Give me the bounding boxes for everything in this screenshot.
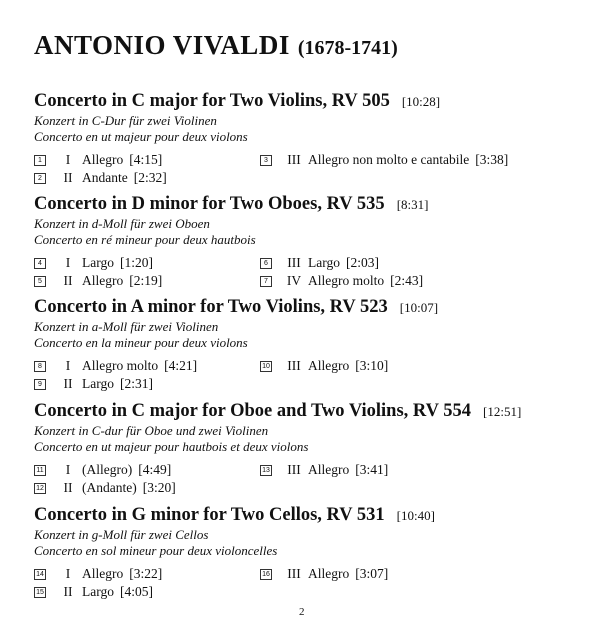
german-title: Konzert in C-dur für Oboe und zwei Violinen xyxy=(34,423,269,438)
track-number-box: 3 xyxy=(260,155,272,166)
track-number-box: 9 xyxy=(34,379,46,390)
track-list xyxy=(34,151,594,187)
track-item: 14 I Allegro [3:22] xyxy=(34,565,162,583)
track-list xyxy=(34,461,594,497)
track-number-box: 15 xyxy=(34,587,46,598)
track-item: 1 I Allegro [4:15] xyxy=(34,151,162,169)
track-number-box: 8 xyxy=(34,361,46,372)
track-number-box: 1 xyxy=(34,155,46,166)
track-number-box: 7 xyxy=(260,276,272,287)
track-item: 16 III Allegro [3:07] xyxy=(260,565,388,583)
track-number-box: 2 xyxy=(34,173,46,184)
track-item: 12 II (Andante) [3:20] xyxy=(34,479,176,497)
concerto-title: Concerto in C major for Oboe and Two Violins, RV 554 [12:51] xyxy=(34,401,522,421)
french-title: Concerto en sol mineur pour deux violoncelles xyxy=(34,543,278,558)
concerto-rv505 xyxy=(34,90,594,187)
concerto-duration: [8:31] xyxy=(396,197,429,212)
page-number: 2 xyxy=(299,606,305,618)
track-number-box: 12 xyxy=(34,483,46,494)
composer-heading xyxy=(34,30,398,61)
french-title: Concerto en ré mineur pour deux hautbois xyxy=(34,232,256,247)
track-item: 5 II Allegro [2:19] xyxy=(34,272,162,290)
german-title: Konzert in a-Moll für zwei Violinen xyxy=(34,319,219,334)
track-list xyxy=(34,565,594,601)
track-item: 3 III Allegro non molto e cantabile [3:38] xyxy=(260,151,508,169)
track-number-box: 10 xyxy=(260,361,272,372)
concerto-rv535 xyxy=(34,193,594,290)
german-title: Konzert in C-Dur für zwei Violinen xyxy=(34,113,217,128)
track-number-box: 6 xyxy=(260,258,272,269)
concerto-rv523 xyxy=(34,296,594,393)
concerto-rv554 xyxy=(34,400,594,497)
track-item: 15 II Largo [4:05] xyxy=(34,583,153,601)
track-item: 4 I Largo [1:20] xyxy=(34,254,153,272)
track-list xyxy=(34,254,594,290)
track-number-box: 5 xyxy=(34,276,46,287)
track-number-box: 16 xyxy=(260,569,272,580)
concerto-duration: [10:07] xyxy=(399,300,439,315)
composer-dates: (1678-1741) xyxy=(297,37,398,59)
concerto-duration: [10:28] xyxy=(401,94,441,109)
track-item: 10 III Allegro [3:10] xyxy=(260,357,388,375)
track-number-box: 13 xyxy=(260,465,272,476)
concerto-duration: [10:40] xyxy=(396,508,435,523)
track-item: 11 I (Allegro) [4:49] xyxy=(34,461,171,479)
french-title: Concerto en ut majeur pour hautbois et deux violons xyxy=(34,439,309,454)
track-number-box: 14 xyxy=(34,569,46,580)
track-number-box: 4 xyxy=(34,258,46,269)
concerto-rv531 xyxy=(34,504,594,601)
track-number-box: 11 xyxy=(34,465,46,476)
track-item: 2 II Andante [2:32] xyxy=(34,169,167,187)
track-item: 13 III Allegro [3:41] xyxy=(260,461,388,479)
german-title: Konzert in d-Moll für zwei Oboen xyxy=(34,216,210,231)
composer-name: ANTONIO VIVALDI xyxy=(34,30,290,60)
concerto-title: Concerto in G minor for Two Cellos, RV 531 [10:40] xyxy=(34,505,435,525)
german-title: Konzert in g-Moll für zwei Cellos xyxy=(34,527,209,542)
track-item: 7 IV Allegro molto [2:43] xyxy=(260,272,423,290)
concerto-title: Concerto in A minor for Two Violins, RV 523 [10:07] xyxy=(34,297,439,317)
concerto-title: Concerto in D minor for Two Oboes, RV 535 [8:31] xyxy=(34,194,429,214)
concerto-duration: [12:51] xyxy=(483,404,522,419)
track-item: 6 III Largo [2:03] xyxy=(260,254,379,272)
french-title: Concerto en ut majeur pour deux violons xyxy=(34,129,248,144)
track-list xyxy=(34,357,594,393)
track-item: 9 II Largo [2:31] xyxy=(34,375,153,393)
french-title: Concerto en la mineur pour deux violons xyxy=(34,335,248,350)
track-item: 8 I Allegro molto [4:21] xyxy=(34,357,197,375)
concerto-title: Concerto in C major for Two Violins, RV 505 [10:28] xyxy=(34,91,441,111)
